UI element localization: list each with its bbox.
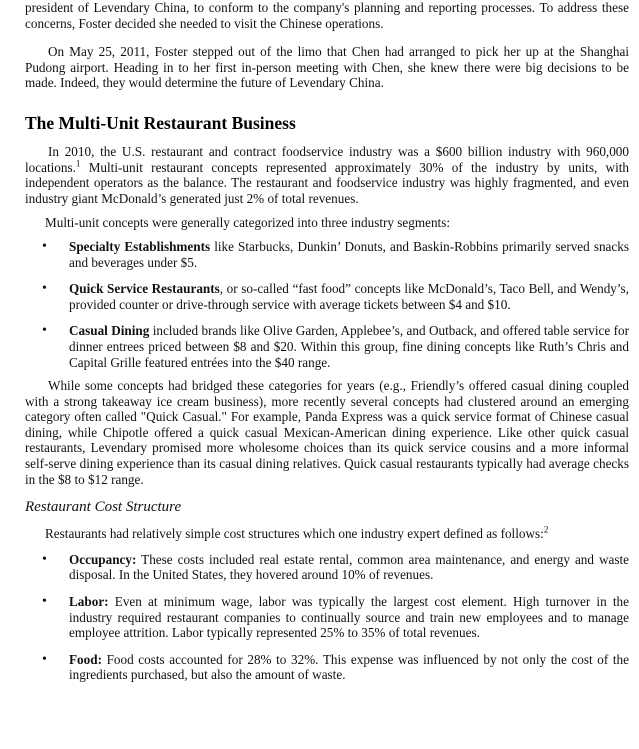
list-item bbox=[42, 238, 629, 270]
bullet-icon: • bbox=[42, 323, 47, 339]
list-item bbox=[42, 651, 629, 683]
list-item-term: Labor: bbox=[69, 594, 109, 610]
section1-paragraph-1 bbox=[25, 144, 629, 206]
list-item bbox=[42, 551, 629, 583]
list-item bbox=[42, 594, 629, 641]
bullet-icon: • bbox=[42, 594, 47, 610]
bullet-icon: • bbox=[42, 651, 47, 667]
segment-list bbox=[25, 239, 629, 370]
list-item bbox=[42, 323, 629, 370]
section2-lead-text: Restaurants had relatively simple cost structures which one industry expert defined as follows: bbox=[45, 526, 544, 542]
section1-paragraph-2: While some concepts had bridged these categories for years (e.g., Friendly’s offered casual dining coupled with a strong takeaway ice cream business), more recently several concepts had clustered around an emerging category often called "Quick Casual." For example, Panda Express was a quick service format of Chinese casual dining, while Chipotle offered a quick casual Mexican-American dining experience. Like other quick casual restaurants, Levendary promised more wholesome choices than its quick service cousins and a more informal self-serve dining experience than its casual dining relatives. Quick casual restaurants typically had average checks in the $8 to $12 range. bbox=[25, 378, 629, 487]
list-item-term: Casual Dining bbox=[69, 323, 150, 339]
bullet-icon: • bbox=[42, 281, 47, 297]
list-item-term: Specialty Establishments bbox=[69, 238, 211, 254]
list-item-text: These costs included real estate rental, common area maintenance, and energy and waste disposal. In the United States, they hovered around 10% of revenues. bbox=[69, 551, 629, 583]
footnote-ref-2: 2 bbox=[543, 524, 549, 535]
subsection-heading-cost-structure: Restaurant Cost Structure bbox=[25, 499, 182, 516]
list-item-term: Quick Service Restaurants bbox=[69, 281, 220, 297]
list-item-term: Occupancy: bbox=[69, 551, 137, 567]
list-item-text: Food costs accounted for 28% to 32%. This expense was influenced by not only the cost of the ingredients purchased, but also the amount of waste. bbox=[69, 651, 629, 683]
list-item-text: included brands like Olive Garden, Applebee’s, and Outback, and offered table service for dinner entrees priced between $8 and $20. Within this group, fine dining concepts like Ruth’s Chris and Capital Grille featured entrées into the $40 range. bbox=[69, 323, 629, 370]
section-heading-multi-unit: The Multi-Unit Restaurant Business bbox=[25, 112, 296, 133]
bullet-icon: • bbox=[42, 238, 47, 254]
list-item-text: Even at minimum wage, labor was typically the largest cost element. High turnover in the industry required restaurant companies to continually source and train new employees and to manage employee attrition. Labor typically represented 25% to 35% of total revenues. bbox=[69, 594, 629, 641]
section2-lead bbox=[25, 526, 629, 542]
list-item bbox=[42, 281, 629, 312]
section1-p1-text: In 2010, the U.S. restaurant and contract foodservice industry was a $600 billion industry with 960,000 locations. bbox=[25, 143, 629, 175]
section1-p1-text-cont: Multi-unit restaurant concepts represented approximately 30% of the industry by units, with independent operators as the balance. The restaurant and foodservice industry was highly fragmented, and even industry giant McDonald’s generated just 2% of total revenues. bbox=[25, 159, 629, 206]
cost-list bbox=[25, 552, 629, 683]
bullet-icon: • bbox=[42, 551, 47, 567]
list-item-text: like Starbucks, Dunkin’ Donuts, and Baskin-Robbins primarily served snacks and beverages under $5. bbox=[69, 238, 629, 270]
footnote-ref-1: 1 bbox=[75, 158, 81, 169]
list-item-text: , or so-called “fast food” concepts like McDonald’s, Taco Bell, and Wendy’s, provided counter or drive-through service with average tickets between $4 and $10. bbox=[69, 281, 629, 312]
intro-paragraph-1: president of Levendary China, to conform to the company's planning and reporting processes. To address these concerns, Foster decided she needed to visit the Chinese operations. bbox=[25, 0, 629, 31]
list-item-term: Food: bbox=[69, 651, 102, 667]
section1-lead: Multi-unit concepts were generally categorized into three industry segments: bbox=[45, 215, 451, 231]
intro-paragraph-2: On May 25, 2011, Foster stepped out of the limo that Chen had arranged to pick her up at the Shanghai Pudong airport. Heading in to her first in-person meeting with Chen, she knew there were big decisions to be made. Indeed, they would determine the future of Levendary China. bbox=[25, 44, 629, 91]
